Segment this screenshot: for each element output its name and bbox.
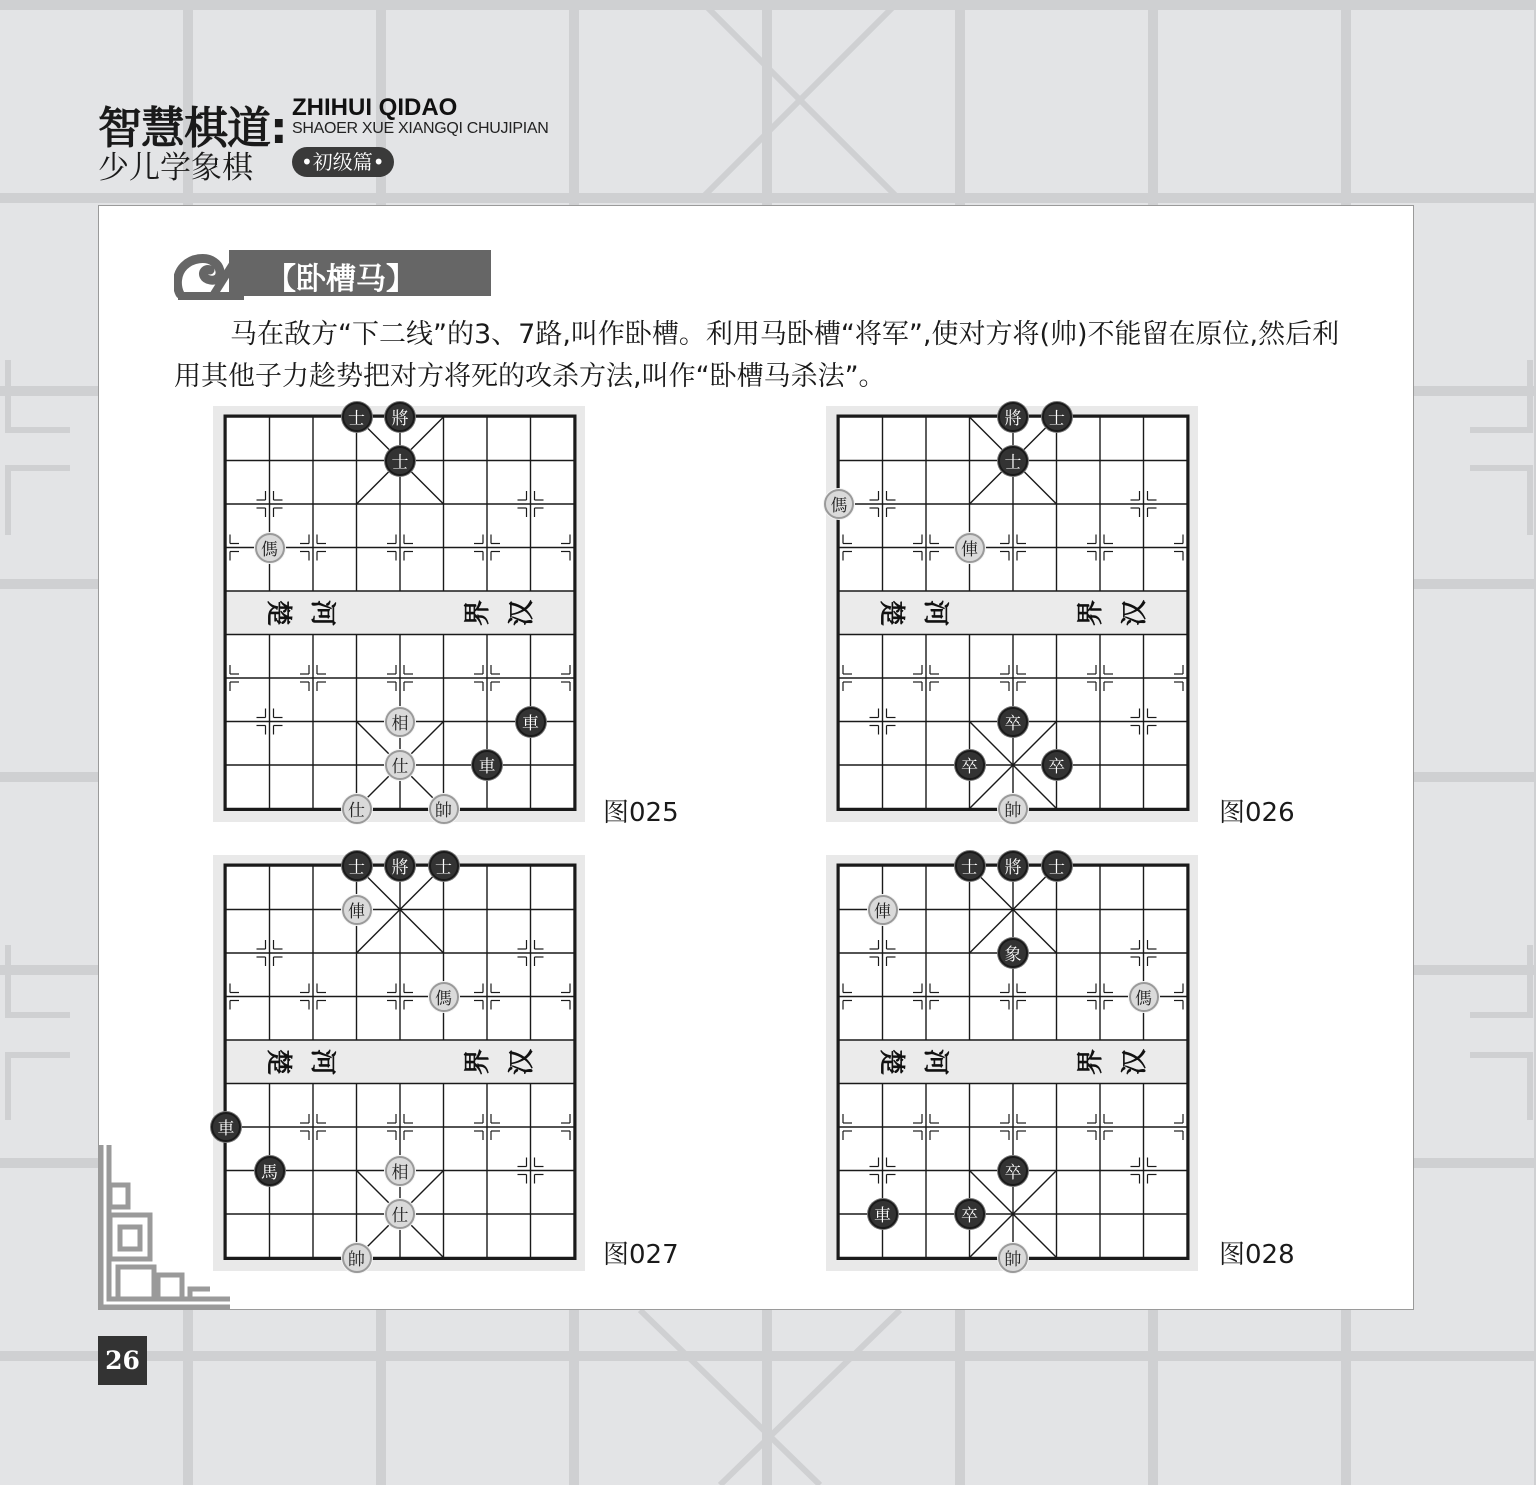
black-piece: 卒: [955, 1199, 985, 1229]
black-piece: 象: [998, 938, 1028, 968]
black-piece: 士: [342, 851, 372, 881]
red-piece: 傌: [824, 489, 854, 519]
black-piece: 士: [429, 851, 459, 881]
river-label: 界: [463, 599, 494, 626]
black-piece: 將: [385, 851, 415, 881]
river-label: 楚: [876, 1048, 907, 1075]
figure-caption-026: 图026: [1219, 798, 1295, 828]
red-piece: 帥: [998, 1243, 1028, 1273]
river-label: 河: [306, 1048, 337, 1075]
red-piece: 俥: [955, 533, 985, 563]
river-label: 楚: [263, 1048, 294, 1075]
red-piece: 俥: [342, 895, 372, 925]
section-heading-text: 【卧槽马】: [266, 262, 416, 297]
river-label: 汉: [1119, 1048, 1150, 1075]
black-piece: 士: [955, 851, 985, 881]
black-piece: 士: [342, 402, 372, 432]
river-label: 河: [919, 599, 950, 626]
red-piece: 帥: [342, 1243, 372, 1273]
level-badge: •初级篇•: [292, 147, 394, 177]
river-label: 河: [306, 599, 337, 626]
black-piece: 將: [998, 851, 1028, 881]
board-025: [213, 406, 585, 822]
red-piece: 相: [385, 707, 415, 737]
river-label: 界: [463, 1048, 494, 1075]
black-piece: 車: [868, 1199, 898, 1229]
river-label: 楚: [263, 599, 294, 626]
black-piece: 卒: [1042, 750, 1072, 780]
black-piece: 將: [998, 402, 1028, 432]
red-piece: 仕: [385, 1199, 415, 1229]
board-027: [213, 855, 585, 1271]
black-piece: 卒: [998, 1156, 1028, 1186]
red-piece: 俥: [868, 895, 898, 925]
river-label: 汉: [506, 1048, 537, 1075]
red-piece: 傌: [429, 982, 459, 1012]
black-piece: 將: [385, 402, 415, 432]
black-piece: 士: [1042, 402, 1072, 432]
black-piece: 士: [998, 446, 1028, 476]
river-label: 河: [919, 1048, 950, 1075]
red-piece: 帥: [429, 794, 459, 824]
red-piece: 帥: [998, 794, 1028, 824]
black-piece: 士: [385, 446, 415, 476]
river-label: 汉: [1119, 599, 1150, 626]
book-subtitle: 少儿学象棋: [98, 150, 253, 186]
book-title: 智慧棋道:: [98, 103, 287, 154]
book-title-pinyin: ZHIHUI QIDAO: [292, 94, 458, 121]
red-piece: 傌: [255, 533, 285, 563]
red-piece: 仕: [385, 750, 415, 780]
red-piece: 傌: [1129, 982, 1159, 1012]
black-piece: 車: [516, 707, 546, 737]
black-piece: 卒: [998, 707, 1028, 737]
river-label: 汉: [506, 599, 537, 626]
board-028: [826, 855, 1198, 1271]
red-piece: 相: [385, 1156, 415, 1186]
section-paragraph: 马在敌方“下二线”的3、7路,叫作卧槽。利用马卧槽“将军”,使对方将(帅)不能留在原位,然后利用其他子力趁势把对方将死的攻杀方法,叫作“卧槽马杀法”。: [174, 319, 1340, 392]
black-piece: 車: [472, 750, 502, 780]
river-label: 界: [1076, 599, 1107, 626]
page-number: 26: [98, 1336, 147, 1385]
book-subtitle-pinyin: SHAOER XUE XIANGQI CHUJIPIAN: [292, 120, 549, 137]
river-label: 楚: [876, 599, 907, 626]
figure-caption-025: 图025: [603, 798, 679, 828]
red-piece: 仕: [342, 794, 372, 824]
black-piece: 馬: [255, 1156, 285, 1186]
black-piece: 車: [211, 1112, 241, 1142]
figure-caption-027: 图027: [603, 1240, 679, 1270]
figure-caption-028: 图028: [1219, 1240, 1295, 1270]
black-piece: 卒: [955, 750, 985, 780]
black-piece: 士: [1042, 851, 1072, 881]
board-026: [826, 406, 1198, 822]
river-label: 界: [1076, 1048, 1107, 1075]
